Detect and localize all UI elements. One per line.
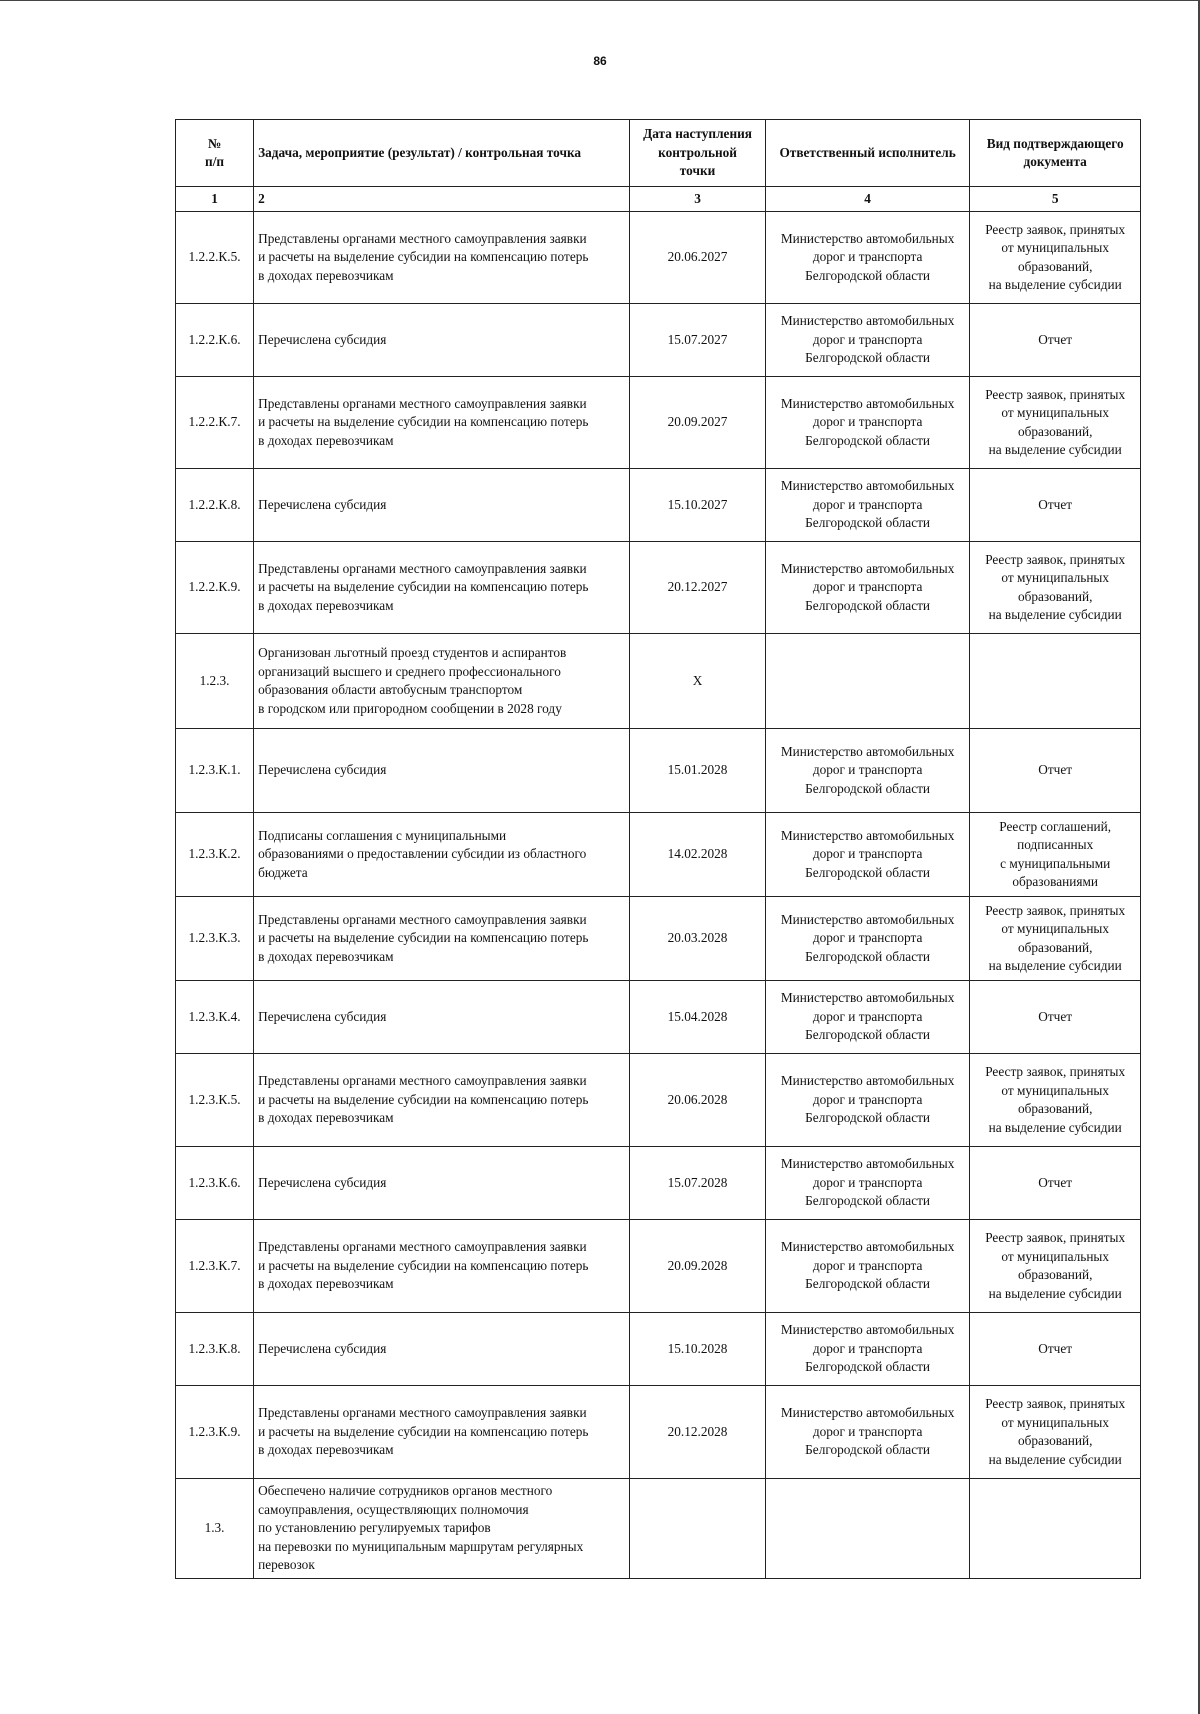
control-points-table (175, 119, 1141, 1579)
cell-executor: Министерство автомобильных дорог и транспорта Белгородской области (765, 1054, 970, 1147)
cell-document: Реестр заявок, принятых от муниципальных образований, на выделение субсидии (970, 1220, 1141, 1313)
cell-num: 1.2.3.К.6. (176, 1147, 254, 1220)
cell-date: 15.01.2028 (630, 729, 766, 813)
cell-num: 1.3. (176, 1479, 254, 1579)
cell-num: 1.2.3.К.1. (176, 729, 254, 813)
cell-executor: Министерство автомобильных дорог и транспорта Белгородской области (765, 729, 970, 813)
column-number: 2 (254, 187, 630, 212)
cell-document: Реестр заявок, принятых от муниципальных образований, на выделение субсидии (970, 897, 1141, 981)
table-header (176, 120, 1141, 212)
cell-num: 1.2.3.К.8. (176, 1313, 254, 1386)
cell-date: 15.04.2028 (630, 981, 766, 1054)
column-number-row (176, 187, 1141, 212)
cell-num: 1.2.2.К.9. (176, 542, 254, 634)
cell-task: Перечислена субсидия (254, 469, 630, 542)
table-row (176, 304, 1141, 377)
cell-num: 1.2.3.К.4. (176, 981, 254, 1054)
table-body (176, 212, 1141, 1579)
column-number: 5 (970, 187, 1141, 212)
table-row (176, 542, 1141, 634)
column-number: 3 (630, 187, 766, 212)
cell-task: Представлены органами местного самоуправления заявки и расчеты на выделение субсидии на компенсацию потерь в доходах перевозчикам (254, 1220, 630, 1313)
cell-executor: Министерство автомобильных дорог и транспорта Белгородской области (765, 897, 970, 981)
table-row (176, 981, 1141, 1054)
cell-date: 14.02.2028 (630, 813, 766, 897)
cell-task: Перечислена субсидия (254, 1147, 630, 1220)
table-row (176, 212, 1141, 304)
cell-task: Подписаны соглашения с муниципальными образованиями о предоставлении субсидии из областного бюджета (254, 813, 630, 897)
page-number: 86 (593, 54, 607, 68)
header-num: № п/п (176, 120, 254, 187)
cell-document (970, 634, 1141, 729)
cell-document: Реестр заявок, принятых от муниципальных образований, на выделение субсидии (970, 212, 1141, 304)
column-number: 1 (176, 187, 254, 212)
column-number: 4 (765, 187, 970, 212)
table-row (176, 1147, 1141, 1220)
cell-document: Отчет (970, 1147, 1141, 1220)
cell-task: Перечислена субсидия (254, 981, 630, 1054)
cell-executor: Министерство автомобильных дорог и транспорта Белгородской области (765, 304, 970, 377)
cell-document: Реестр заявок, принятых от муниципальных образований, на выделение субсидии (970, 1054, 1141, 1147)
cell-date: 20.09.2028 (630, 1220, 766, 1313)
cell-executor (765, 1479, 970, 1579)
table-row (176, 1386, 1141, 1479)
cell-document (970, 1479, 1141, 1579)
cell-document: Отчет (970, 469, 1141, 542)
cell-date: X (630, 634, 766, 729)
cell-date: 15.10.2027 (630, 469, 766, 542)
cell-date: 15.07.2027 (630, 304, 766, 377)
table-row (176, 1054, 1141, 1147)
header-document: Вид подтверждающего документа (970, 120, 1141, 187)
cell-executor: Министерство автомобильных дорог и транспорта Белгородской области (765, 981, 970, 1054)
cell-executor: Министерство автомобильных дорог и транспорта Белгородской области (765, 1147, 970, 1220)
scan-edge-top (0, 0, 1200, 1)
table-row (176, 897, 1141, 981)
cell-num: 1.2.3.К.2. (176, 813, 254, 897)
cell-num: 1.2.3.К.9. (176, 1386, 254, 1479)
cell-task: Перечислена субсидия (254, 1313, 630, 1386)
cell-executor: Министерство автомобильных дорог и транспорта Белгородской области (765, 212, 970, 304)
cell-document: Реестр заявок, принятых от муниципальных образований, на выделение субсидии (970, 377, 1141, 469)
cell-task: Обеспечено наличие сотрудников органов местного самоуправления, осуществляющих полномочия по установлению регулируемых тарифов на перевозки по муниципальным маршрутам регулярных перевозок (254, 1479, 630, 1579)
cell-task: Представлены органами местного самоуправления заявки и расчеты на выделение субсидии на компенсацию потерь в доходах перевозчикам (254, 542, 630, 634)
cell-date: 20.06.2028 (630, 1054, 766, 1147)
cell-executor: Министерство автомобильных дорог и транспорта Белгородской области (765, 542, 970, 634)
cell-executor: Министерство автомобильных дорог и транспорта Белгородской области (765, 1313, 970, 1386)
cell-executor: Министерство автомобильных дорог и транспорта Белгородской области (765, 1220, 970, 1313)
cell-num: 1.2.2.К.6. (176, 304, 254, 377)
table-row (176, 1313, 1141, 1386)
cell-task: Представлены органами местного самоуправления заявки и расчеты на выделение субсидии на компенсацию потерь в доходах перевозчикам (254, 897, 630, 981)
cell-date: 15.10.2028 (630, 1313, 766, 1386)
cell-date (630, 1479, 766, 1579)
cell-executor: Министерство автомобильных дорог и транспорта Белгородской области (765, 813, 970, 897)
cell-document: Отчет (970, 1313, 1141, 1386)
cell-num: 1.2.3.К.7. (176, 1220, 254, 1313)
cell-num: 1.2.3.К.5. (176, 1054, 254, 1147)
table-row (176, 729, 1141, 813)
cell-executor (765, 634, 970, 729)
cell-date: 15.07.2028 (630, 1147, 766, 1220)
cell-task: Представлены органами местного самоуправления заявки и расчеты на выделение субсидии на компенсацию потерь в доходах перевозчикам (254, 1054, 630, 1147)
cell-date: 20.12.2027 (630, 542, 766, 634)
table-row (176, 469, 1141, 542)
header-executor: Ответственный исполнитель (765, 120, 970, 187)
cell-num: 1.2.3. (176, 634, 254, 729)
cell-document: Реестр заявок, принятых от муниципальных образований, на выделение субсидии (970, 1386, 1141, 1479)
table-row (176, 1479, 1141, 1579)
cell-date: 20.03.2028 (630, 897, 766, 981)
header-row (176, 120, 1141, 187)
cell-num: 1.2.2.К.7. (176, 377, 254, 469)
cell-document: Отчет (970, 981, 1141, 1054)
cell-task: Представлены органами местного самоуправления заявки и расчеты на выделение субсидии на компенсацию потерь в доходах перевозчикам (254, 1386, 630, 1479)
cell-executor: Министерство автомобильных дорог и транспорта Белгородской области (765, 1386, 970, 1479)
table-row (176, 813, 1141, 897)
cell-task: Представлены органами местного самоуправления заявки и расчеты на выделение субсидии на компенсацию потерь в доходах перевозчикам (254, 212, 630, 304)
cell-task: Перечислена субсидия (254, 729, 630, 813)
cell-document: Реестр заявок, принятых от муниципальных образований, на выделение субсидии (970, 542, 1141, 634)
cell-date: 20.12.2028 (630, 1386, 766, 1479)
header-date: Дата наступления контрольной точки (630, 120, 766, 187)
table-row (176, 1220, 1141, 1313)
cell-document: Отчет (970, 729, 1141, 813)
table-row (176, 634, 1141, 729)
header-task: Задача, мероприятие (результат) / контрольная точка (254, 120, 630, 187)
cell-executor: Министерство автомобильных дорог и транспорта Белгородской области (765, 377, 970, 469)
cell-num: 1.2.3.К.3. (176, 897, 254, 981)
cell-document: Отчет (970, 304, 1141, 377)
cell-task: Представлены органами местного самоуправления заявки и расчеты на выделение субсидии на компенсацию потерь в доходах перевозчикам (254, 377, 630, 469)
cell-date: 20.09.2027 (630, 377, 766, 469)
cell-task: Организован льготный проезд студентов и аспирантов организаций высшего и среднего профессионального образования области автобусным транспортом в городском или пригородном сообщении в 2028 году (254, 634, 630, 729)
table-row (176, 377, 1141, 469)
cell-date: 20.06.2027 (630, 212, 766, 304)
cell-document: Реестр соглашений, подписанных с муниципальными образованиями (970, 813, 1141, 897)
cell-task: Перечислена субсидия (254, 304, 630, 377)
cell-num: 1.2.2.К.8. (176, 469, 254, 542)
cell-num: 1.2.2.К.5. (176, 212, 254, 304)
cell-executor: Министерство автомобильных дорог и транспорта Белгородской области (765, 469, 970, 542)
